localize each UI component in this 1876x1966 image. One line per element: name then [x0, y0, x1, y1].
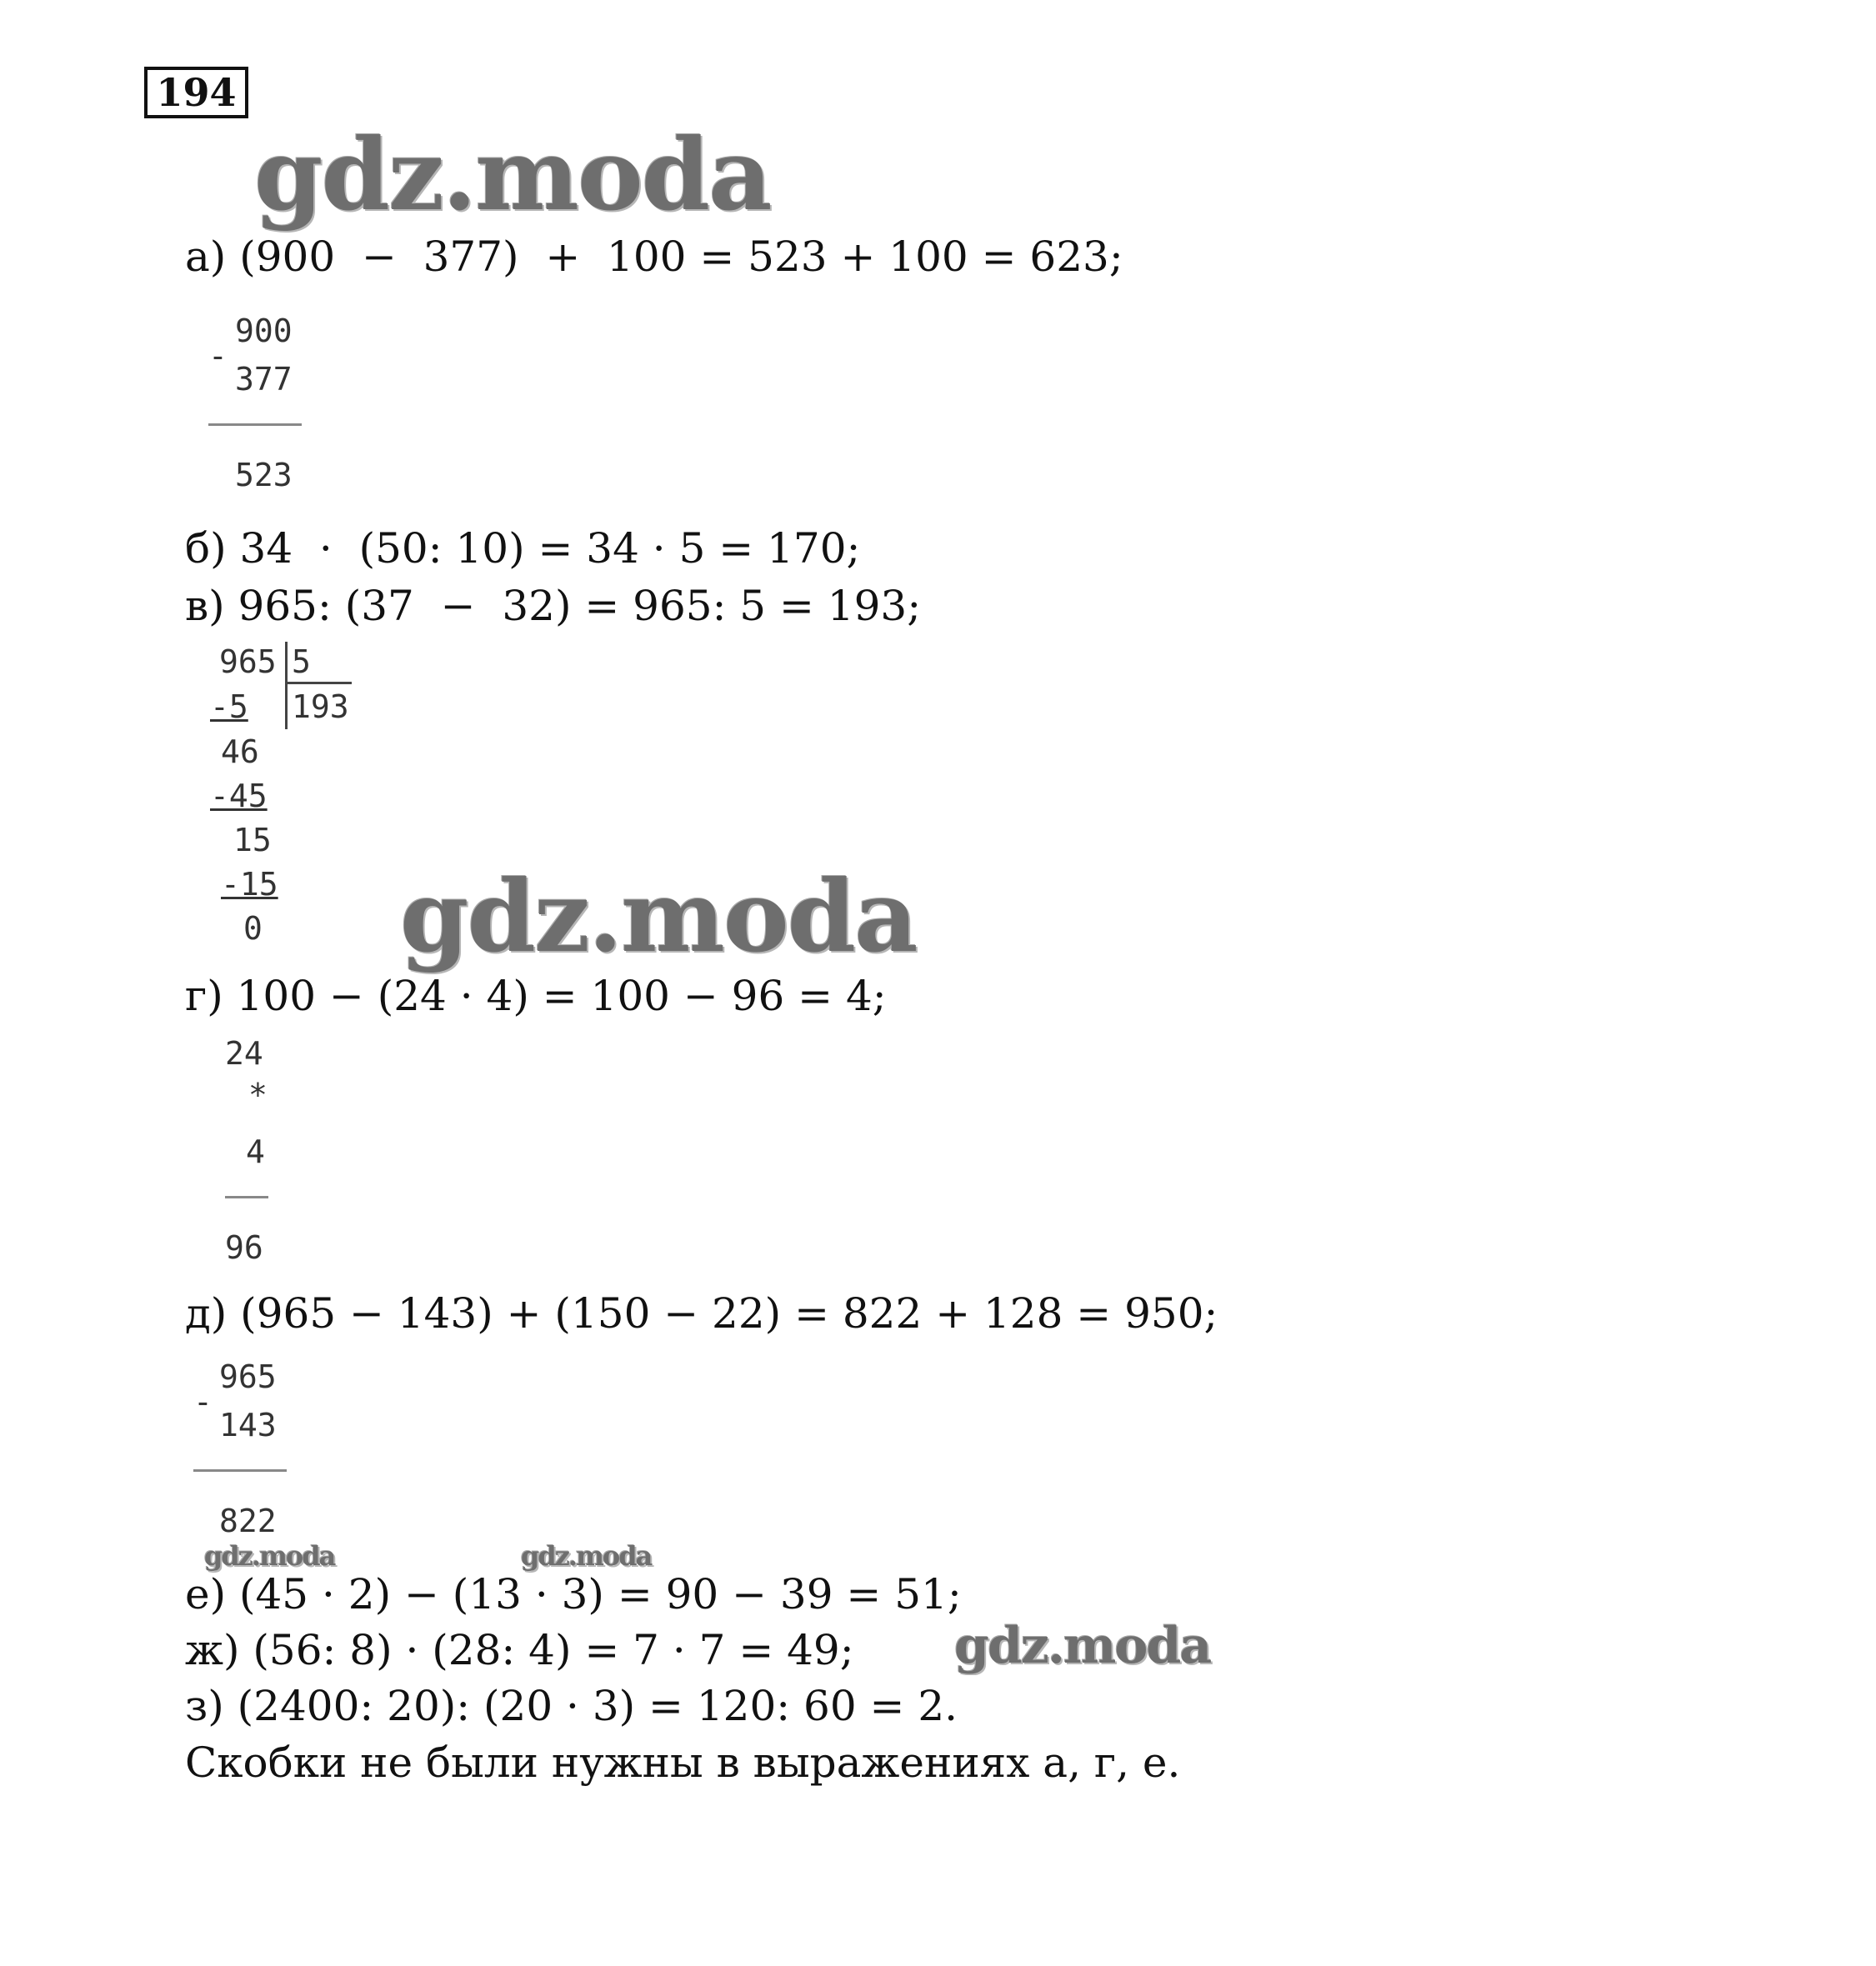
- calc-a-rule: [208, 423, 302, 426]
- calc-g-top: 24: [225, 1035, 263, 1072]
- calc-d-bottom: 143: [219, 1407, 277, 1443]
- calc-v-vertical-rule: [285, 642, 288, 729]
- calc-v-step: -45: [210, 778, 268, 814]
- watermark-logo: gdz.moda: [400, 858, 917, 974]
- calc-g-rule: [225, 1196, 268, 1198]
- expression-a: а) (900 − 377) + 100 = 523 + 100 = 623;: [185, 233, 1123, 281]
- calc-v-quotient: 193: [292, 688, 349, 725]
- calc-v-divisor: 5: [292, 643, 311, 680]
- expression-g: г) 100 − (24 · 4) = 100 − 96 = 4;: [185, 972, 887, 1020]
- calc-g-bottom: 4: [246, 1133, 265, 1170]
- calc-a-top: 900: [235, 313, 293, 349]
- calc-a-sign: -: [208, 338, 228, 374]
- calc-d-top: 965: [219, 1358, 277, 1395]
- calc-v-horizontal-rule: [285, 682, 352, 684]
- calc-v-dividend: 965: [219, 643, 277, 680]
- expression-b: б) 34 · (50: 10) = 34 · 5 = 170;: [185, 524, 861, 573]
- watermark-logo: gdz.moda: [204, 1540, 335, 1572]
- expression-z: з) (2400: 20): (20 · 3) = 120: 60 = 2.: [185, 1682, 958, 1730]
- watermark-logo: gdz.moda: [521, 1540, 652, 1572]
- calc-g-operator: *: [248, 1077, 268, 1113]
- calc-d-sign: -: [193, 1383, 213, 1420]
- calc-d-result: 822: [219, 1503, 277, 1539]
- calc-a-result: 523: [235, 457, 293, 493]
- expression-e: е) (45 · 2) − (13 · 3) = 90 − 39 = 51;: [185, 1570, 962, 1618]
- calc-v-step: 46: [221, 733, 259, 770]
- calc-v-step: -15: [221, 866, 278, 903]
- calc-v-step: 15: [233, 822, 272, 858]
- calc-v-step: 0: [243, 910, 263, 947]
- expression-zh: ж) (56: 8) · (28: 4) = 7 · 7 = 49;: [185, 1626, 854, 1674]
- calc-g-result: 96: [225, 1229, 263, 1266]
- conclusion-text: Скобки не были нужны в выражениях а, г, е.: [185, 1738, 1181, 1787]
- watermark-logo: gdz.moda: [954, 1617, 1211, 1675]
- calc-a-bottom: 377: [235, 361, 293, 398]
- calc-d-rule: [193, 1469, 287, 1472]
- watermark-logo: gdz.moda: [254, 117, 771, 233]
- expression-d: д) (965 − 143) + (150 − 22) = 822 + 128 = 950;: [185, 1289, 1218, 1338]
- expression-v: в) 965: (37 − 32) = 965: 5 = 193;: [185, 582, 922, 630]
- calc-v-step: -5: [210, 688, 248, 725]
- problem-number: 194: [144, 67, 248, 118]
